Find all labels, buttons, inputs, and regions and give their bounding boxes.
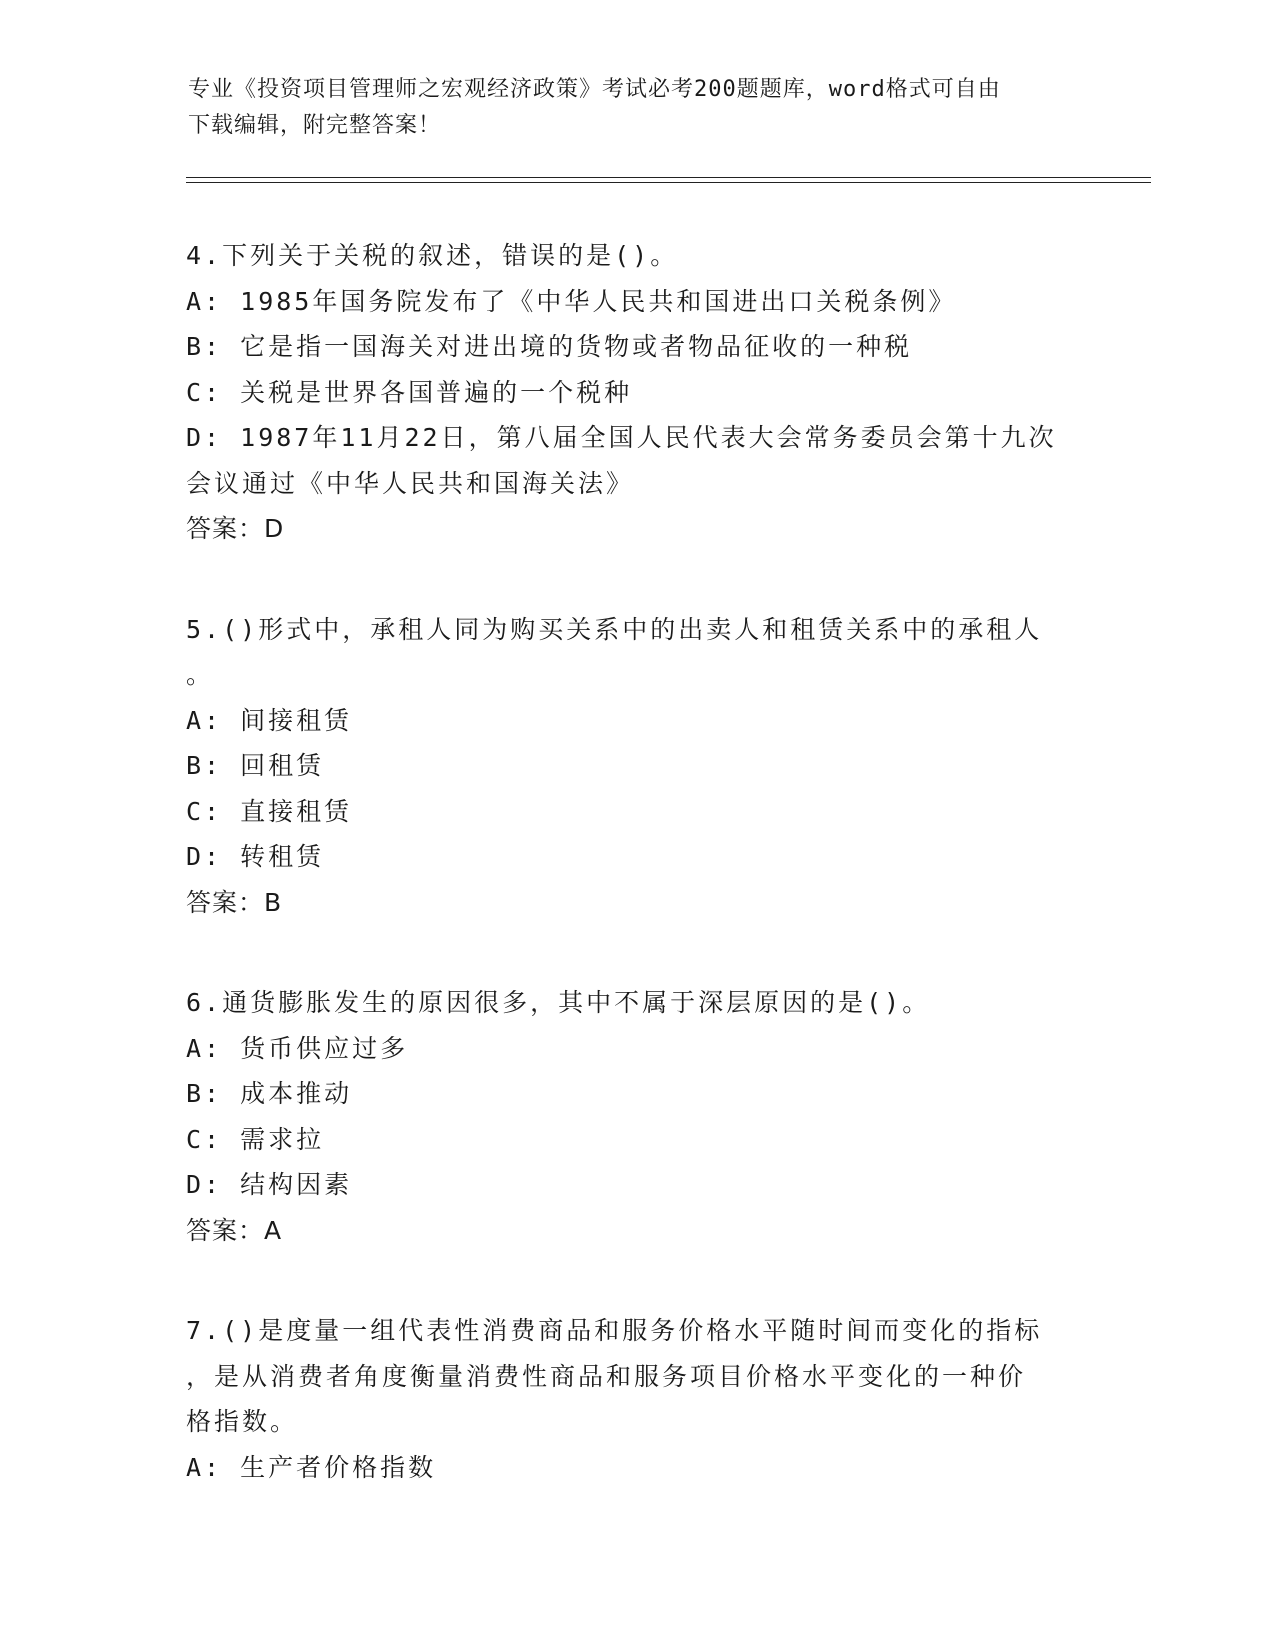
option-b: B: 它是指一国海关对进出境的货物或者物品征收的一种税 bbox=[186, 332, 913, 361]
question-7 bbox=[186, 1308, 1086, 1490]
option-a: A: 生产者价格指数 bbox=[186, 1452, 437, 1482]
option-c: C: 直接租赁 bbox=[186, 796, 353, 826]
header-line-1: 专业《投资项目管理师之宏观经济政策》考试必考200题题库，word格式可自由 bbox=[188, 77, 1001, 102]
answer-label: 答案：A bbox=[186, 1215, 283, 1245]
question-4 bbox=[186, 233, 1086, 552]
option-b: B: 回租赁 bbox=[186, 751, 325, 780]
question-stem: 4.下列关于关税的叙述，错误的是()。 bbox=[186, 241, 679, 270]
question-list bbox=[186, 233, 1086, 1545]
option-a: A: 间接租赁 bbox=[186, 705, 353, 735]
header-divider-top bbox=[186, 177, 1151, 178]
question-stem: 6.通货膨胀发生的原因很多，其中不属于深层原因的是()。 bbox=[186, 988, 931, 1017]
option-d-continued: 会议通过《中华人民共和国海关法》 bbox=[186, 468, 635, 498]
question-stem: 5.()形式中，承租人同为购买关系中的出卖人和租赁关系中的承租人 bbox=[186, 614, 1043, 644]
question-5 bbox=[186, 607, 1086, 926]
question-stem-continued: 格指数。 bbox=[186, 1407, 299, 1436]
answer-label: 答案：B bbox=[186, 887, 283, 917]
option-c: C: 需求拉 bbox=[186, 1124, 325, 1154]
option-d: D: 1987年11月22日，第八届全国人民代表大会常务委员会第十九次 bbox=[186, 423, 1057, 452]
answer-label: 答案：D bbox=[186, 514, 285, 543]
option-d: D: 结构因素 bbox=[186, 1170, 353, 1199]
question-stem-continued: 。 bbox=[186, 660, 215, 689]
option-a: A: 货币供应过多 bbox=[186, 1033, 409, 1063]
option-a: A: 1985年国务院发布了《中华人民共和国进出口关税条例》 bbox=[186, 286, 957, 316]
header-divider-bottom bbox=[186, 182, 1151, 183]
header-line-2: 下载编辑，附完整答案！ bbox=[188, 113, 442, 138]
question-6 bbox=[186, 980, 1086, 1253]
document-header bbox=[188, 72, 1068, 144]
option-c: C: 关税是世界各国普遍的一个税种 bbox=[186, 377, 633, 407]
question-stem: 7.()是度量一组代表性消费商品和服务价格水平随时间而变化的指标 bbox=[186, 1316, 1043, 1345]
option-d: D: 转租赁 bbox=[186, 842, 325, 871]
question-stem-continued: ，是从消费者角度衡量消费性商品和服务项目价格水平变化的一种价 bbox=[186, 1361, 1027, 1391]
option-b: B: 成本推动 bbox=[186, 1079, 353, 1108]
